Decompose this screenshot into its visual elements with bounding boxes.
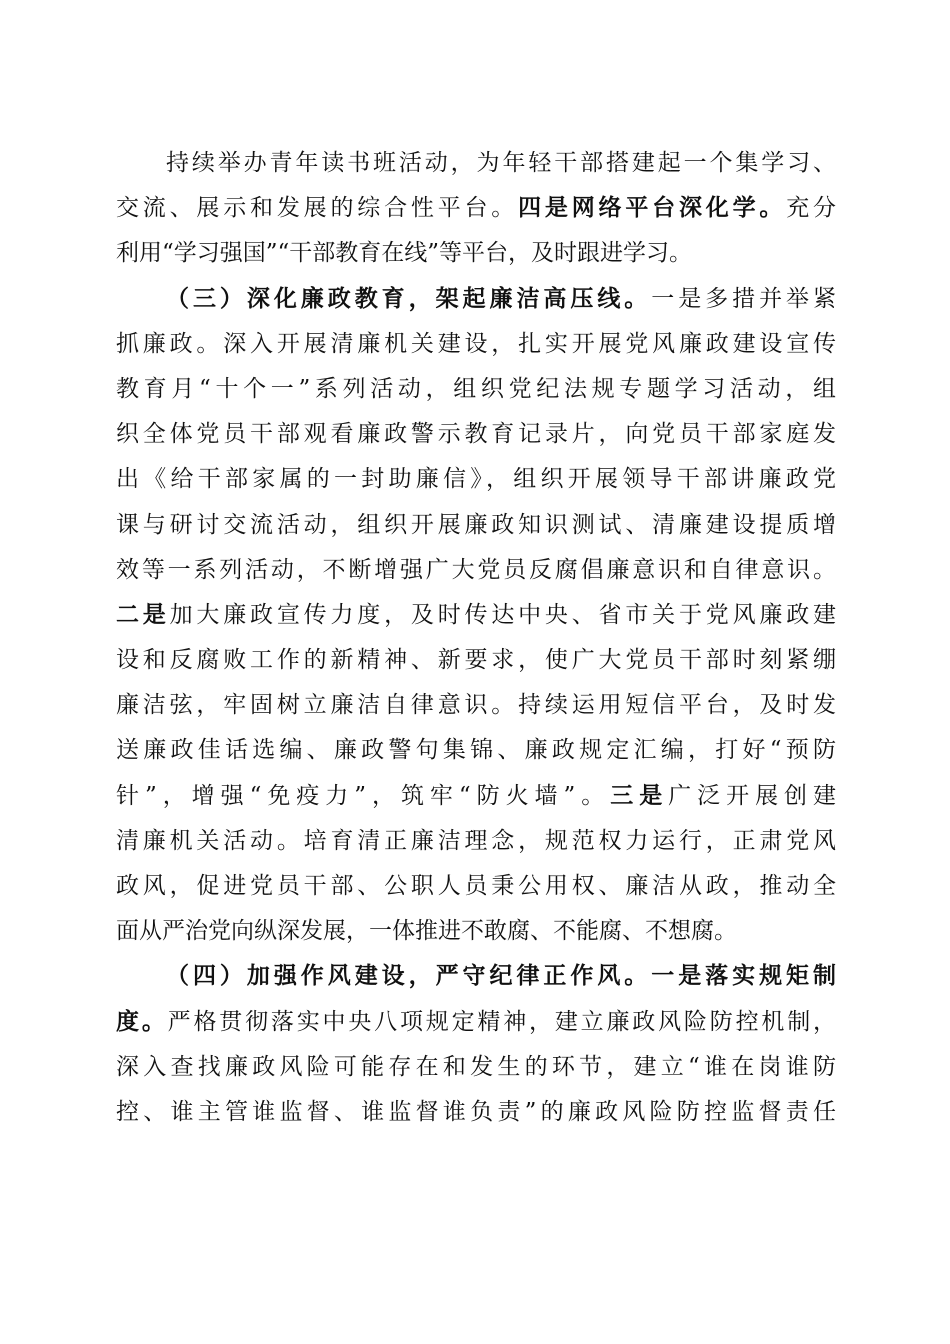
text-run: 送廉政佳话选编、廉政警句集锦、廉政规定汇编，打好“预防 [116,737,836,764]
text-run: 控、谁主管谁监督、谁监督谁负责”的廉政风险防控监督责任 [116,1098,836,1125]
text-run: 政风，促进党员干部、公职人员秉公用权、廉洁从政，推动全 [116,873,836,899]
section-heading-line [116,277,836,322]
text-run: 面从严治党向纵深发展，一体推进不敢腐、不能腐、不想腐。 [116,918,737,945]
text-line [116,548,836,593]
text-run: 广泛开展创建 [668,782,837,809]
text-line [116,231,836,276]
text-run: 深入查找廉政风险可能存在和发生的环节，建立“谁在岗谁防 [116,1053,836,1080]
text-line [116,322,836,367]
section-heading: （四）加强作风建设，严守纪律正作风。一是落实规矩制 [166,963,836,990]
text-run: 利用“学习强国”“干部教育在线”等平台，及时跟进学习。 [116,240,693,267]
section-heading-line [116,954,836,999]
bold-run: 度。 [116,1008,168,1035]
text-line [116,1000,836,1045]
text-run: 交流、展示和发展的综合性平台。 [116,195,519,222]
text-run: 出《给干部家属的一封助廉信》，组织开展领导干部讲廉政党 [116,466,836,493]
section-heading: （三）深化廉政教育，架起廉洁高压线。 [166,285,652,312]
text-line [116,909,836,954]
text-run: 设和反腐败工作的新精神、新要求，使广大党员干部时刻紧绷 [116,647,836,674]
text-line [116,728,836,773]
text-line [116,1090,836,1135]
text-run: 针”，增强“免疫力”，筑牢“防火墙”。 [116,782,611,809]
text-line [116,503,836,548]
document-body [116,141,836,1135]
text-line [116,457,836,502]
text-run: 抓廉政。深入开展清廉机关建设，扎实开展党风廉政建设宣传 [116,330,836,357]
text-run: 教育月“十个一”系列活动，组织党纪法规专题学习活动，组 [116,375,836,402]
text-run: 织全体党员干部观看廉政警示教育记录片，向党员干部家庭发 [116,421,836,448]
text-line [116,412,836,457]
text-line [116,774,836,819]
text-line [116,593,836,638]
text-line [116,141,836,186]
text-line [116,1045,836,1090]
text-run: 廉洁弦，牢固树立廉洁自律意识。持续运用短信平台，及时发 [116,692,836,719]
text-run: 清廉机关活动。培育清正廉洁理念，规范权力运行，正肃党风 [116,827,836,854]
text-line [116,819,836,864]
text-run: 持续举办青年读书班活动，为年轻干部搭建起一个集学习、 [166,150,836,176]
text-line [116,186,836,231]
bold-run: 三是 [610,782,669,809]
text-run: 一是多措并举紧 [651,285,837,312]
text-run: 加大廉政宣传力度，及时传达中央、省市关于党风廉政建 [169,601,837,628]
text-line [116,864,836,909]
text-line [116,367,836,412]
text-run: 严格贯彻落实中央八项规定精神，建立廉政风险防控机制， [167,1008,837,1035]
bold-run: 二是 [116,601,170,628]
text-run: 效等一系列活动，不断增强广大党员反腐倡廉意识和自律意识。 [116,556,836,583]
text-line [116,683,836,728]
text-line [116,638,836,683]
bold-run: 四是网络平台深化学。 [518,195,787,222]
text-run: 课与研讨交流活动，组织开展廉政知识测试、清廉建设提质增 [116,511,836,538]
text-run: 充分 [786,195,837,222]
